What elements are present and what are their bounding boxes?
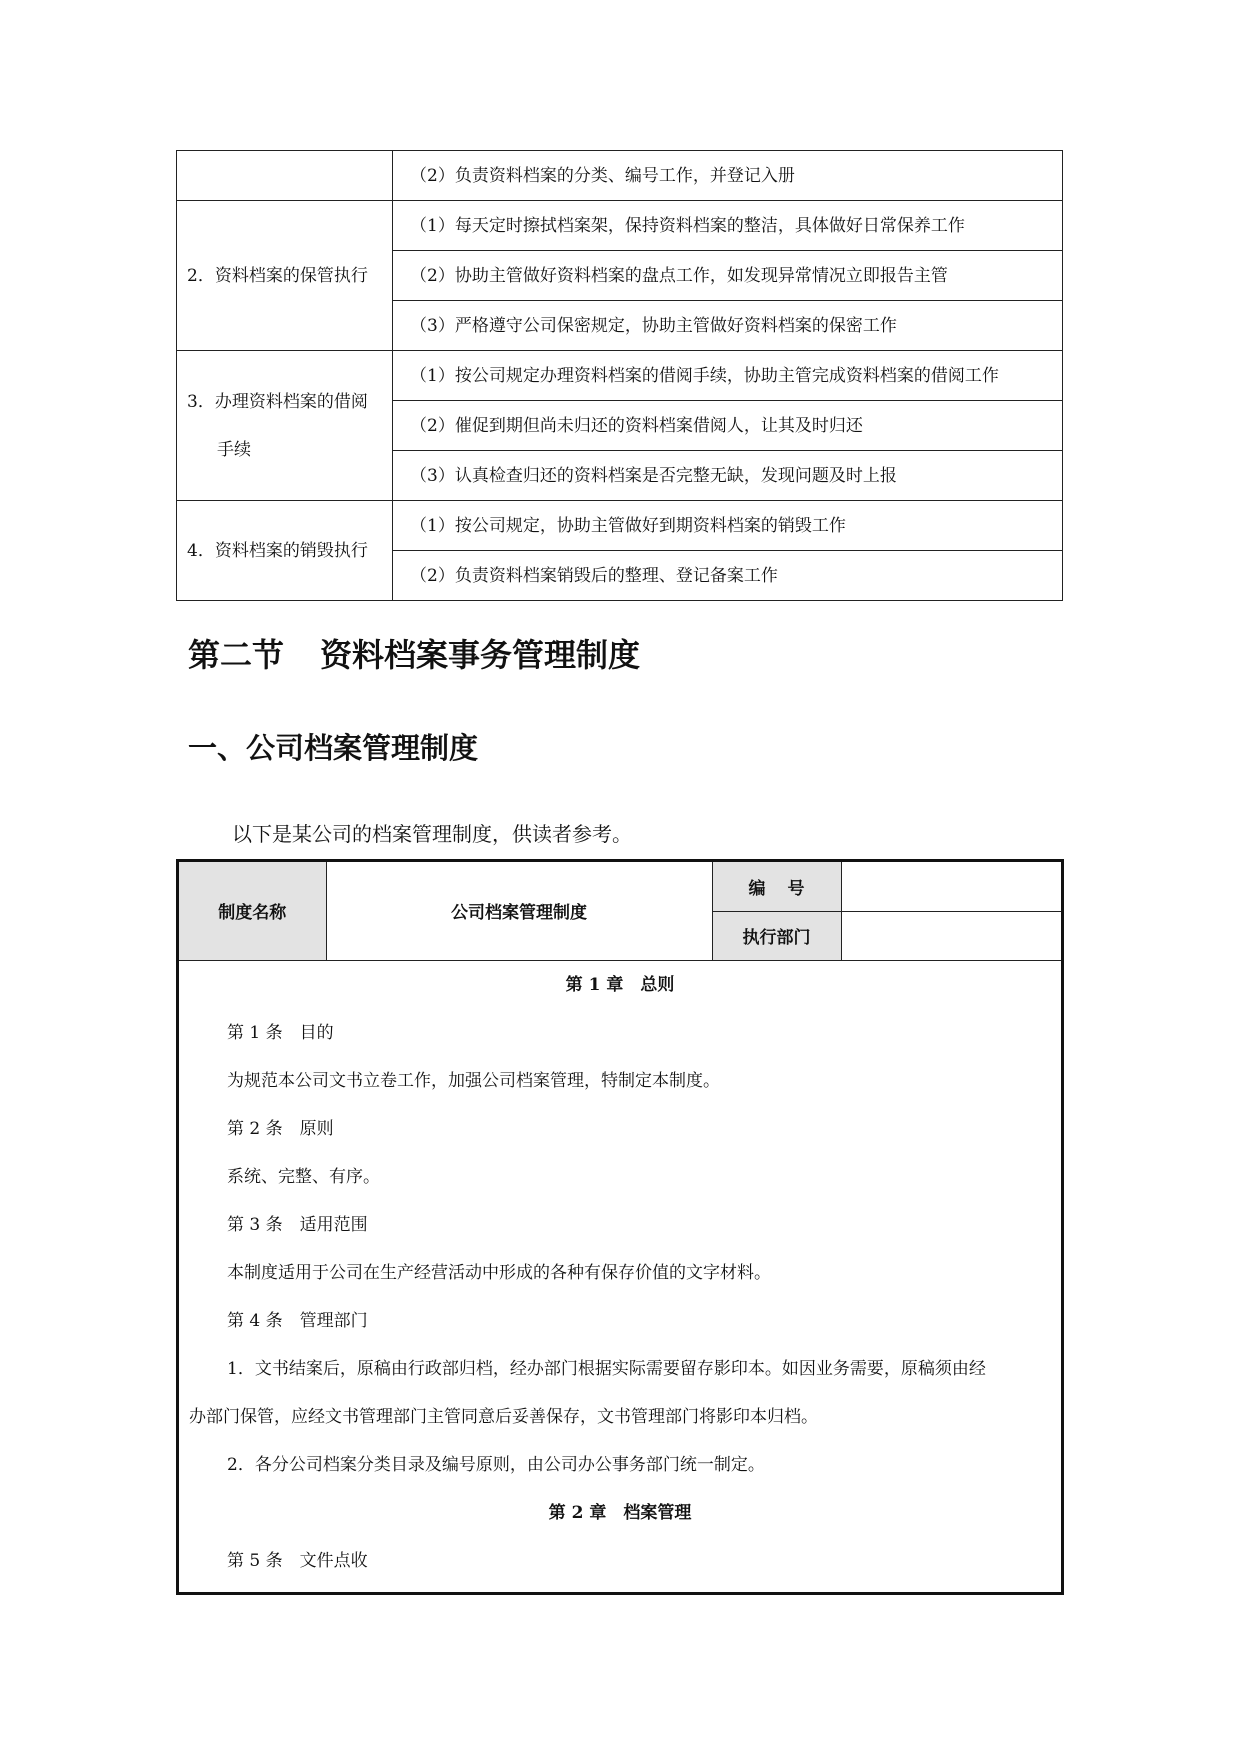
duty-item: （1）按公司规定办理资料档案的借阅手续，协助主管完成资料档案的借阅工作 [393, 351, 1063, 401]
duty-item: （3）严格遵守公司保密规定，协助主管做好资料档案的保密工作 [393, 301, 1063, 351]
category-cell: 2．资料档案的保管执行 [177, 201, 393, 351]
category-cell [177, 351, 393, 501]
duty-item: （1）按公司规定，协助主管做好到期资料档案的销毁工作 [393, 501, 1063, 551]
article-text: 办部门保管，应经文书管理部门主管同意后妥善保存，文书管理部门将影印本归档。 [189, 1407, 818, 1427]
section-number: 第二节 [188, 636, 285, 674]
duty-item: （1）每天定时擦拭档案架，保持资料档案的整洁，具体做好日常保养工作 [393, 201, 1063, 251]
policy-body [179, 960, 1061, 1571]
chapter-heading: 第 1 章 总则 [565, 975, 675, 995]
intro-text: 以下是某公司的档案管理制度，供读者参考。 [232, 822, 632, 846]
article-text: 为规范本公司文书立卷工作，加强公司档案管理，特制定本制度。 [227, 1071, 720, 1091]
article-heading: 第 1 条 目的 [227, 1023, 334, 1043]
policy-document [176, 859, 1064, 1595]
chapter-heading: 第 2 章 档案管理 [548, 1503, 692, 1523]
duty-item: （2）负责资料档案销毁后的整理、登记备案工作 [393, 551, 1063, 601]
article-heading: 第 3 条 适用范围 [227, 1215, 368, 1235]
duty-item: （2）协助主管做好资料档案的盘点工作，如发现异常情况立即报告主管 [393, 251, 1063, 301]
table-row [177, 151, 1063, 201]
article-text: 2．各分公司档案分类目录及编号原则，由公司办公事务部门统一制定。 [227, 1455, 765, 1475]
policy-number-label: 编号 [712, 862, 841, 911]
table-row [177, 501, 1063, 551]
article-text: 本制度适用于公司在生产经营活动中形成的各种有保存价值的文字材料。 [227, 1263, 771, 1283]
section-title [188, 633, 640, 677]
article-text: 系统、完整、有序。 [227, 1167, 380, 1187]
article-heading: 第 2 条 原则 [227, 1119, 334, 1139]
duty-table [176, 150, 1063, 601]
section-name: 资料档案事务管理制度 [320, 636, 641, 674]
category-cell [177, 151, 393, 201]
policy-header-table [179, 862, 1061, 961]
category-line: 手续 [217, 439, 251, 460]
duty-item: （2）催促到期但尚未归还的资料档案借阅人，让其及时归还 [393, 401, 1063, 451]
table-row [177, 201, 1063, 251]
policy-number-value [841, 862, 1061, 911]
subsection-title: 一、公司档案管理制度 [188, 731, 479, 765]
category-line: 3．办理资料档案的借阅 [187, 391, 368, 412]
category-cell: 4．资料档案的销毁执行 [177, 501, 393, 601]
policy-name-value: 公司档案管理制度 [326, 862, 712, 960]
table-row [177, 351, 1063, 401]
duty-item: （2）负责资料档案的分类、编号工作，并登记入册 [393, 151, 1063, 201]
policy-dept-label: 执行部门 [712, 911, 841, 960]
policy-dept-value [841, 911, 1061, 960]
article-heading: 第 4 条 管理部门 [227, 1311, 368, 1331]
duty-item: （3）认真检查归还的资料档案是否完整无缺，发现问题及时上报 [393, 451, 1063, 501]
article-text: 1．文书结案后，原稿由行政部归档，经办部门根据实际需要留存影印本。如因业务需要，原稿须由经 [227, 1359, 986, 1379]
article-heading: 第 5 条 文件点收 [227, 1551, 368, 1571]
policy-name-label: 制度名称 [179, 862, 326, 960]
